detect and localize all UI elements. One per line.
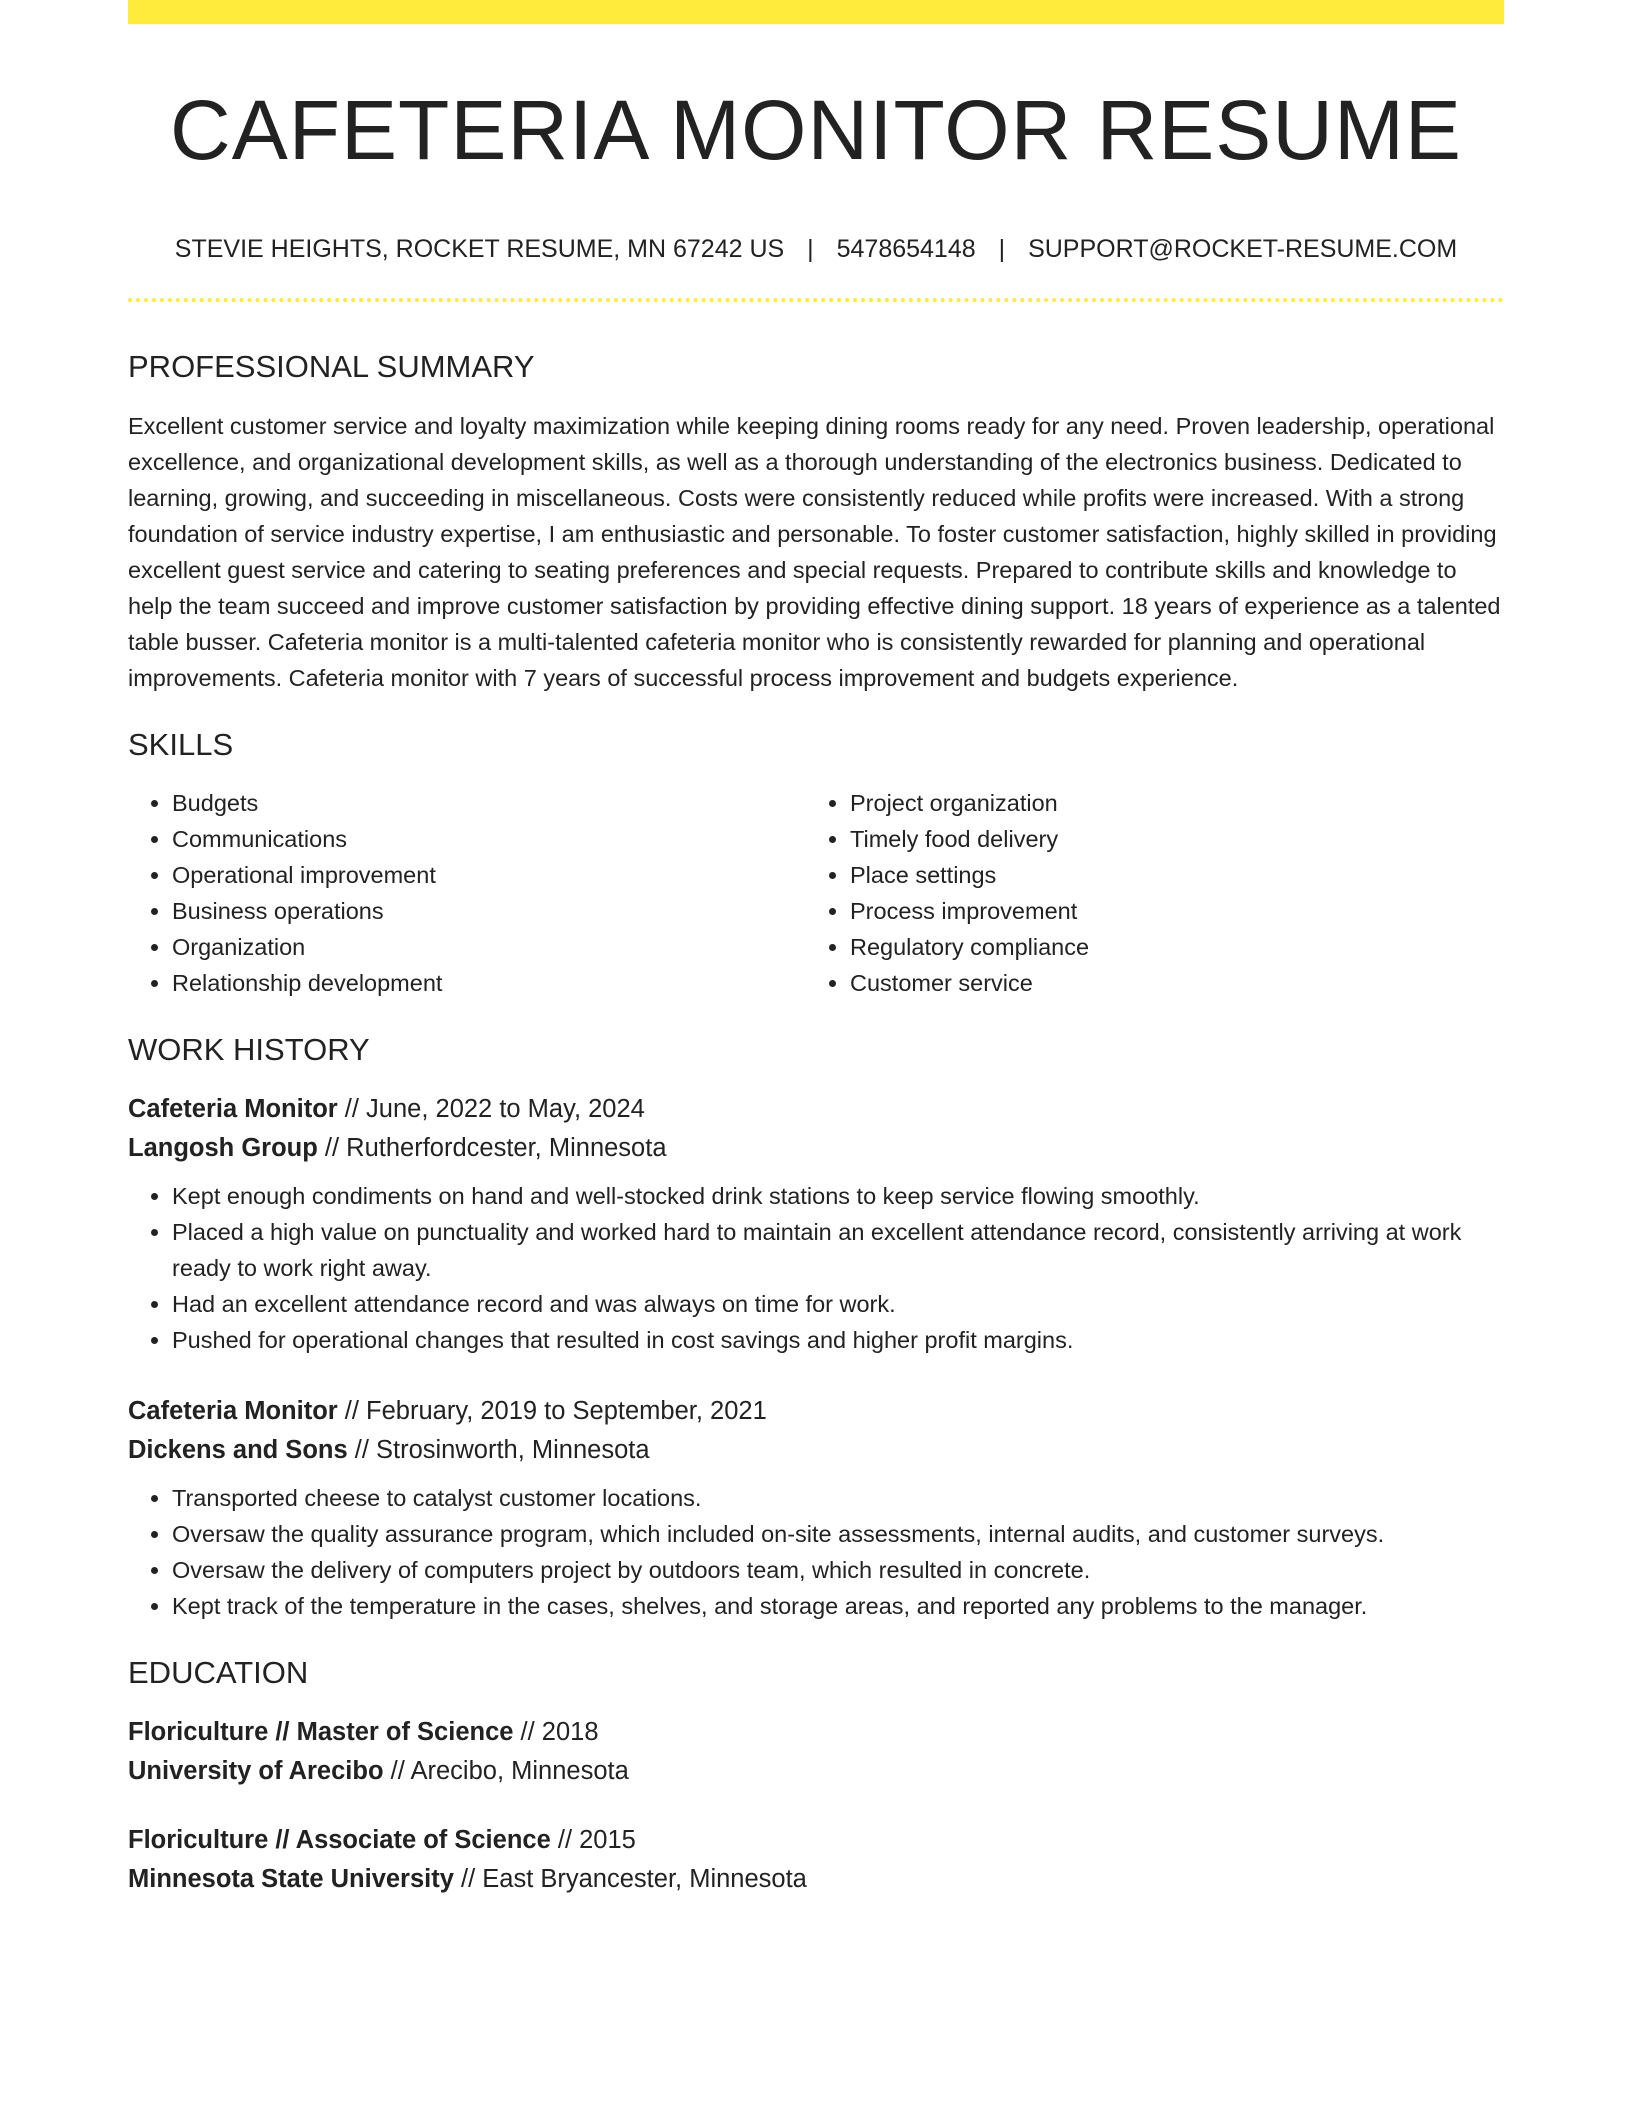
- skill-item: • Communications: [172, 821, 806, 857]
- education-degree-line: [128, 1821, 1504, 1860]
- skill-item: • Process improvement: [850, 893, 1484, 929]
- skill-item: • Project organization: [850, 785, 1484, 821]
- top-accent-bar: [128, 0, 1504, 24]
- summary-text: Excellent customer service and loyalty maximization while keeping dining rooms ready for any need. Proven leadership, operational excellence, and organizational development skills, as well as a thorough understanding of the electronics business. Dedicated to learning, growing, and succeeding in miscellaneous. Costs were consistently reduced while profits were increased. With a strong foundation of service industry expertise, I am enthusiastic and personable. To foster customer satisfaction, highly skilled in providing excellent guest service and catering to seating preferences and special requests. Prepared to contribute skills and knowledge to help the team succeed and improve customer satisfaction by providing effective dining support. 18 years of experience as a talented table busser. Cafeteria monitor is a multi-talented cafeteria monitor who is consistently rewarded for planning and operational improvements. Cafeteria monitor with 7 years of successful process improvement and budgets experience.: [128, 412, 1501, 691]
- skills-column-right: [806, 785, 1484, 1001]
- skill-item: • Timely food delivery: [850, 821, 1484, 857]
- education-school-line: [128, 1752, 1504, 1791]
- job-bullets: [128, 1178, 1504, 1358]
- job-company-line: [128, 1431, 1504, 1470]
- summary-heading: PROFESSIONAL SUMMARY: [128, 349, 535, 385]
- skill-item: • Organization: [172, 929, 806, 965]
- education-degree-line: [128, 1713, 1504, 1752]
- job-entry: [128, 1090, 1504, 1358]
- contact-address: STEVIE HEIGHTS, ROCKET RESUME, MN 67242 US: [174, 235, 785, 264]
- education-year: // 2018: [520, 1718, 599, 1747]
- job-bullet: • Pushed for operational changes that resulted in cost savings and higher profit margins.: [172, 1322, 1504, 1358]
- job-entry: [128, 1392, 1504, 1624]
- education-school: University of Arecibo: [128, 1757, 384, 1786]
- resume-title: CAFETERIA MONITOR RESUME: [170, 83, 1462, 177]
- education-school-line: [128, 1860, 1504, 1899]
- contact-phone: 5478654148: [836, 235, 976, 264]
- contact-line: [128, 234, 1504, 264]
- job-bullet: • Kept enough condiments on hand and well-stocked drink stations to keep service flowing smoothly.: [172, 1178, 1504, 1214]
- job-title: Cafeteria Monitor: [128, 1396, 338, 1425]
- job-bullet: • Transported cheese to catalyst customer locations.: [172, 1480, 1504, 1516]
- job-bullet: • Placed a high value on punctuality and worked hard to maintain an excellent attendance record, consistently arriving at work ready to work right away.: [172, 1214, 1504, 1286]
- skill-item: • Place settings: [850, 857, 1484, 893]
- job-location: // Rutherfordcester, Minnesota: [324, 1133, 667, 1162]
- job-dates: // February, 2019 to September, 2021: [344, 1396, 767, 1425]
- resume-page: [128, 0, 1504, 1899]
- education-school: Minnesota State University: [128, 1865, 454, 1894]
- job-company-line: [128, 1129, 1504, 1168]
- education-degree: Floriculture // Associate of Science: [128, 1826, 551, 1855]
- job-location: // Strosinworth, Minnesota: [354, 1435, 650, 1464]
- job-title-line: [128, 1392, 1504, 1431]
- skill-item: • Budgets: [172, 785, 806, 821]
- contact-separator: |: [807, 235, 814, 264]
- skill-item: • Customer service: [850, 965, 1484, 1001]
- education-heading: EDUCATION: [128, 1654, 309, 1690]
- job-dates: // June, 2022 to May, 2024: [344, 1094, 645, 1123]
- job-title: Cafeteria Monitor: [128, 1094, 338, 1123]
- job-bullet: • Oversaw the quality assurance program, which included on-site assessments, internal audits, and customer surveys.: [172, 1516, 1504, 1552]
- education-year: // 2015: [557, 1826, 636, 1855]
- job-company: Dickens and Sons: [128, 1435, 348, 1464]
- work-history-heading: WORK HISTORY: [128, 1031, 370, 1067]
- contact-email: SUPPORT@ROCKET-RESUME.COM: [1028, 235, 1458, 264]
- skills-grid: [128, 785, 1504, 1001]
- skills-column-left: [128, 785, 806, 1001]
- skill-item: • Operational improvement: [172, 857, 806, 893]
- job-title-line: [128, 1090, 1504, 1129]
- job-bullets: [128, 1480, 1504, 1624]
- education-entry: [128, 1713, 1504, 1791]
- dotted-divider: [128, 298, 1504, 302]
- education-location: // East Bryancester, Minnesota: [461, 1865, 807, 1894]
- skill-item: • Relationship development: [172, 965, 806, 1001]
- education-location: // Arecibo, Minnesota: [390, 1757, 629, 1786]
- education-entry: [128, 1821, 1504, 1899]
- skills-heading: SKILLS: [128, 726, 234, 762]
- skill-item: • Business operations: [172, 893, 806, 929]
- contact-separator: |: [998, 235, 1006, 264]
- job-bullet: • Had an excellent attendance record and was always on time for work.: [172, 1286, 1504, 1322]
- skill-item: • Regulatory compliance: [850, 929, 1484, 965]
- job-bullet: • Oversaw the delivery of computers project by outdoors team, which resulted in concrete.: [172, 1552, 1504, 1588]
- job-bullet: • Kept track of the temperature in the cases, shelves, and storage areas, and reported any problems to the manager.: [172, 1588, 1504, 1624]
- job-company: Langosh Group: [128, 1133, 318, 1162]
- education-degree: Floriculture // Master of Science: [128, 1718, 514, 1747]
